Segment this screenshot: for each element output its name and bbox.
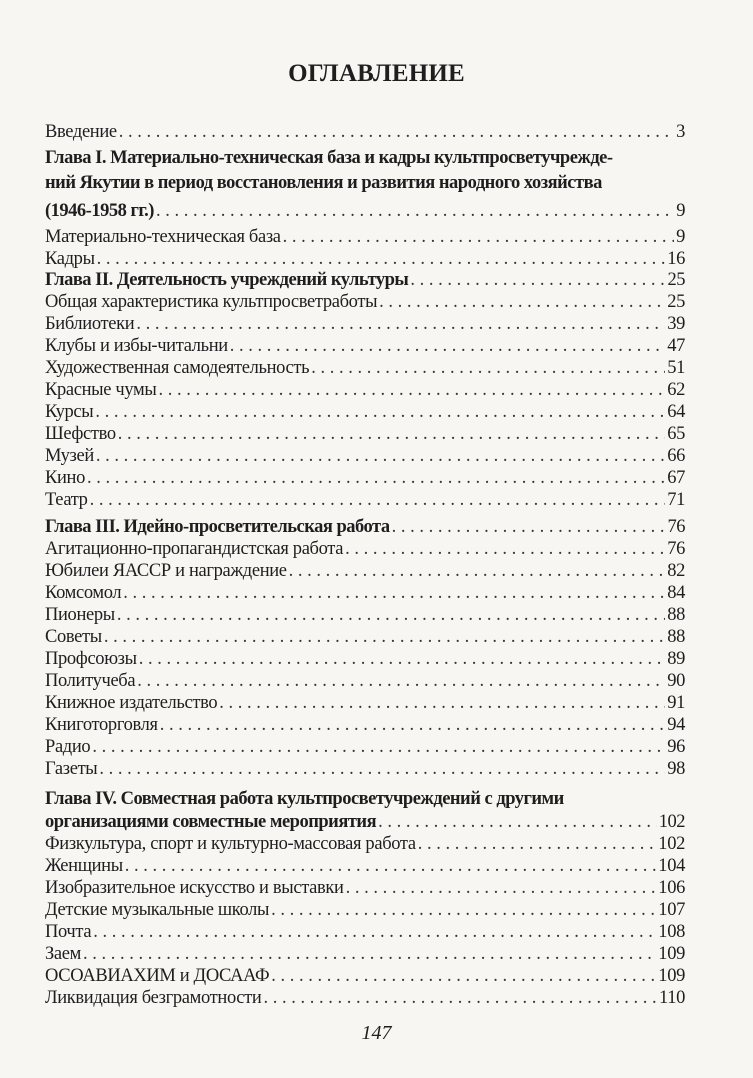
toc-entry[interactable] [45, 921, 685, 943]
dot-leader [289, 560, 666, 582]
dot-leader [125, 855, 657, 877]
dot-leader [158, 379, 665, 401]
toc-entry[interactable] [45, 899, 685, 921]
toc-entry[interactable] [45, 965, 685, 987]
entry-page: 89 [667, 649, 685, 669]
entry-label: Художественная самодеятельность [45, 358, 310, 378]
toc-entry[interactable] [45, 604, 685, 626]
entry-page: 76 [667, 517, 685, 537]
entry-label: Театр [45, 490, 88, 510]
entry-label: Заем [45, 944, 81, 964]
entry-label: Радио [45, 737, 91, 757]
toc-entry[interactable] [45, 335, 685, 357]
dot-leader [97, 248, 666, 270]
toc-entry[interactable] [45, 379, 685, 401]
entry-label: Газеты [45, 759, 98, 779]
entry-page: 107 [658, 900, 685, 920]
entry-label: Кадры [45, 249, 95, 269]
entry-label: Кино [45, 468, 85, 488]
entry-label: Агитационно-пропагандистская работа [45, 539, 344, 559]
entry-label: Глава III. Идейно-просветительская работа [45, 517, 390, 537]
entry-page: 16 [667, 249, 685, 269]
toc-entry[interactable] [45, 291, 685, 313]
dot-leader [90, 489, 666, 511]
toc-entry[interactable] [45, 692, 685, 714]
toc-entry[interactable] [45, 226, 685, 248]
dot-leader [271, 899, 656, 921]
dot-leader [139, 648, 665, 670]
toc-entry[interactable] [45, 833, 685, 855]
entry-label: Шефство [45, 424, 116, 444]
toc-entry-chapter-2[interactable] [45, 269, 685, 291]
dot-leader [283, 226, 674, 248]
entry-label: (1946-1958 гг.) [45, 201, 154, 221]
toc-entry[interactable] [45, 313, 685, 335]
toc-entry[interactable] [45, 943, 685, 965]
entry-label: Музей [45, 446, 94, 466]
toc-entry-intro[interactable] [45, 121, 685, 143]
toc-entry[interactable] [45, 560, 685, 582]
entry-page: 88 [667, 605, 685, 625]
toc-entry[interactable] [45, 877, 685, 899]
entry-page: 62 [667, 380, 685, 400]
dot-leader [346, 877, 657, 899]
entry-label: Книжное издательство [45, 693, 218, 713]
toc-entry[interactable] [45, 714, 685, 736]
entry-page: 106 [658, 878, 685, 898]
entry-label: Профсоюзы [45, 649, 137, 669]
entry-page: 76 [667, 539, 685, 559]
entry-label: Пионеры [45, 605, 115, 625]
entry-page: 47 [667, 336, 685, 356]
entry-page: 110 [658, 988, 685, 1008]
entry-label: Детские музыкальные школы [45, 900, 270, 920]
dot-leader [418, 833, 657, 855]
entry-page: 64 [667, 402, 685, 422]
entry-label: Красные чумы [45, 380, 157, 400]
toc-entry[interactable] [45, 538, 685, 560]
toc-entry[interactable] [45, 758, 685, 780]
entry-page: 51 [667, 358, 685, 378]
entry-page: 98 [667, 759, 685, 779]
entry-page: 39 [667, 314, 685, 334]
dot-leader [92, 736, 665, 758]
entry-label: Общая характеристика культпросветработы [45, 292, 378, 312]
dot-leader [160, 714, 666, 736]
toc-entry[interactable] [45, 648, 685, 670]
toc-entry[interactable] [45, 987, 685, 1009]
toc-entry[interactable] [45, 736, 685, 758]
dot-leader [87, 467, 665, 489]
dot-leader [263, 987, 657, 1009]
dot-leader [119, 121, 674, 143]
dot-leader [345, 538, 665, 560]
toc-entry[interactable] [45, 401, 685, 423]
entry-label: организациями совместные мероприятия [45, 812, 377, 832]
toc-entry[interactable] [45, 445, 685, 467]
toc-entry[interactable] [45, 855, 685, 877]
page-title: ОГЛАВЛЕНИЕ [288, 60, 465, 87]
entry-page: 65 [667, 424, 685, 444]
entry-page: 25 [667, 270, 685, 290]
entry-page: 91 [667, 693, 685, 713]
toc-entry[interactable] [45, 582, 685, 604]
toc-entry-chapter-3[interactable] [45, 516, 685, 538]
entry-page: 67 [667, 468, 685, 488]
entry-label: Клубы и избы-читальни [45, 336, 228, 356]
chapter-1-title-line2: ний Якутии в период восстановления и развития народного хозяйства [45, 173, 602, 193]
entry-label: Курсы [45, 402, 94, 422]
entry-page: 102 [658, 812, 685, 832]
entry-page: 9 [676, 201, 685, 221]
dot-leader [104, 626, 665, 648]
dot-leader [117, 604, 665, 626]
dot-leader [123, 582, 665, 604]
dot-leader [271, 965, 656, 987]
entry-page: 82 [667, 561, 685, 581]
entry-page: 109 [658, 966, 685, 986]
entry-page: 104 [658, 856, 685, 876]
entry-label: Книготорговля [45, 715, 158, 735]
entry-page: 96 [667, 737, 685, 757]
page-number: 147 [361, 1022, 392, 1044]
toc-entry[interactable] [45, 467, 685, 489]
dot-leader [93, 921, 656, 943]
dot-leader [378, 811, 657, 833]
dot-leader [95, 401, 665, 423]
entry-page: 102 [658, 834, 685, 854]
toc-entry[interactable] [45, 423, 685, 445]
entry-page: 109 [658, 944, 685, 964]
entry-page: 71 [667, 490, 685, 510]
entry-page: 3 [676, 122, 685, 142]
toc-entry-chapter-1[interactable] [45, 200, 685, 222]
entry-page: 88 [667, 627, 685, 647]
toc-entry[interactable] [45, 248, 685, 270]
dot-leader [136, 313, 665, 335]
toc-entry[interactable] [45, 489, 685, 511]
entry-page: 108 [658, 922, 685, 942]
entry-label: Ликвидация безграмотности [45, 988, 262, 1008]
entry-label: Комсомол [45, 583, 122, 603]
entry-page: 94 [667, 715, 685, 735]
toc-entry[interactable] [45, 357, 685, 379]
entry-label: Физкультура, спорт и культурно-массовая работа [45, 834, 416, 854]
entry-page: 25 [667, 292, 685, 312]
toc-entry[interactable] [45, 670, 685, 692]
entry-label: ОСОАВИАХИМ и ДОСААФ [45, 966, 270, 986]
entry-label: Юбилеи ЯАССР и награждение [45, 561, 287, 581]
dot-leader [219, 692, 665, 714]
entry-page: 90 [667, 671, 685, 691]
entry-label: Почта [45, 922, 92, 942]
entry-label: Советы [45, 627, 102, 647]
entry-label: Материально-техническая база [45, 227, 281, 247]
dot-leader [410, 269, 665, 291]
dot-leader [118, 423, 665, 445]
entry-page: 9 [676, 227, 685, 247]
chapter-1-title-line1: Глава I. Материально-техническая база и кадры культпросветучрежде- [45, 148, 613, 168]
entry-label: Изобразительное искусство и выставки [45, 878, 344, 898]
toc-entry-chapter-4[interactable] [45, 811, 685, 833]
chapter-4-title-line1: Глава IV. Совместная работа культпросветучреждений с другими [45, 789, 564, 809]
dot-leader [83, 943, 656, 965]
entry-label: Глава II. Деятельность учреждений культуры [45, 270, 409, 290]
entry-label: Политучеба [45, 671, 136, 691]
dot-leader [230, 335, 665, 357]
toc-entry[interactable] [45, 626, 685, 648]
entry-page: 66 [667, 446, 685, 466]
dot-leader [156, 200, 674, 222]
entry-page: 84 [667, 583, 685, 603]
entry-label: Введение [45, 122, 117, 142]
dot-leader [99, 758, 665, 780]
entry-label: Женщины [45, 856, 123, 876]
dot-leader [137, 670, 665, 692]
entry-label: Библиотеки [45, 314, 135, 334]
dot-leader [96, 445, 665, 467]
dot-leader [392, 516, 666, 538]
dot-leader [311, 357, 665, 379]
dot-leader [379, 291, 665, 313]
